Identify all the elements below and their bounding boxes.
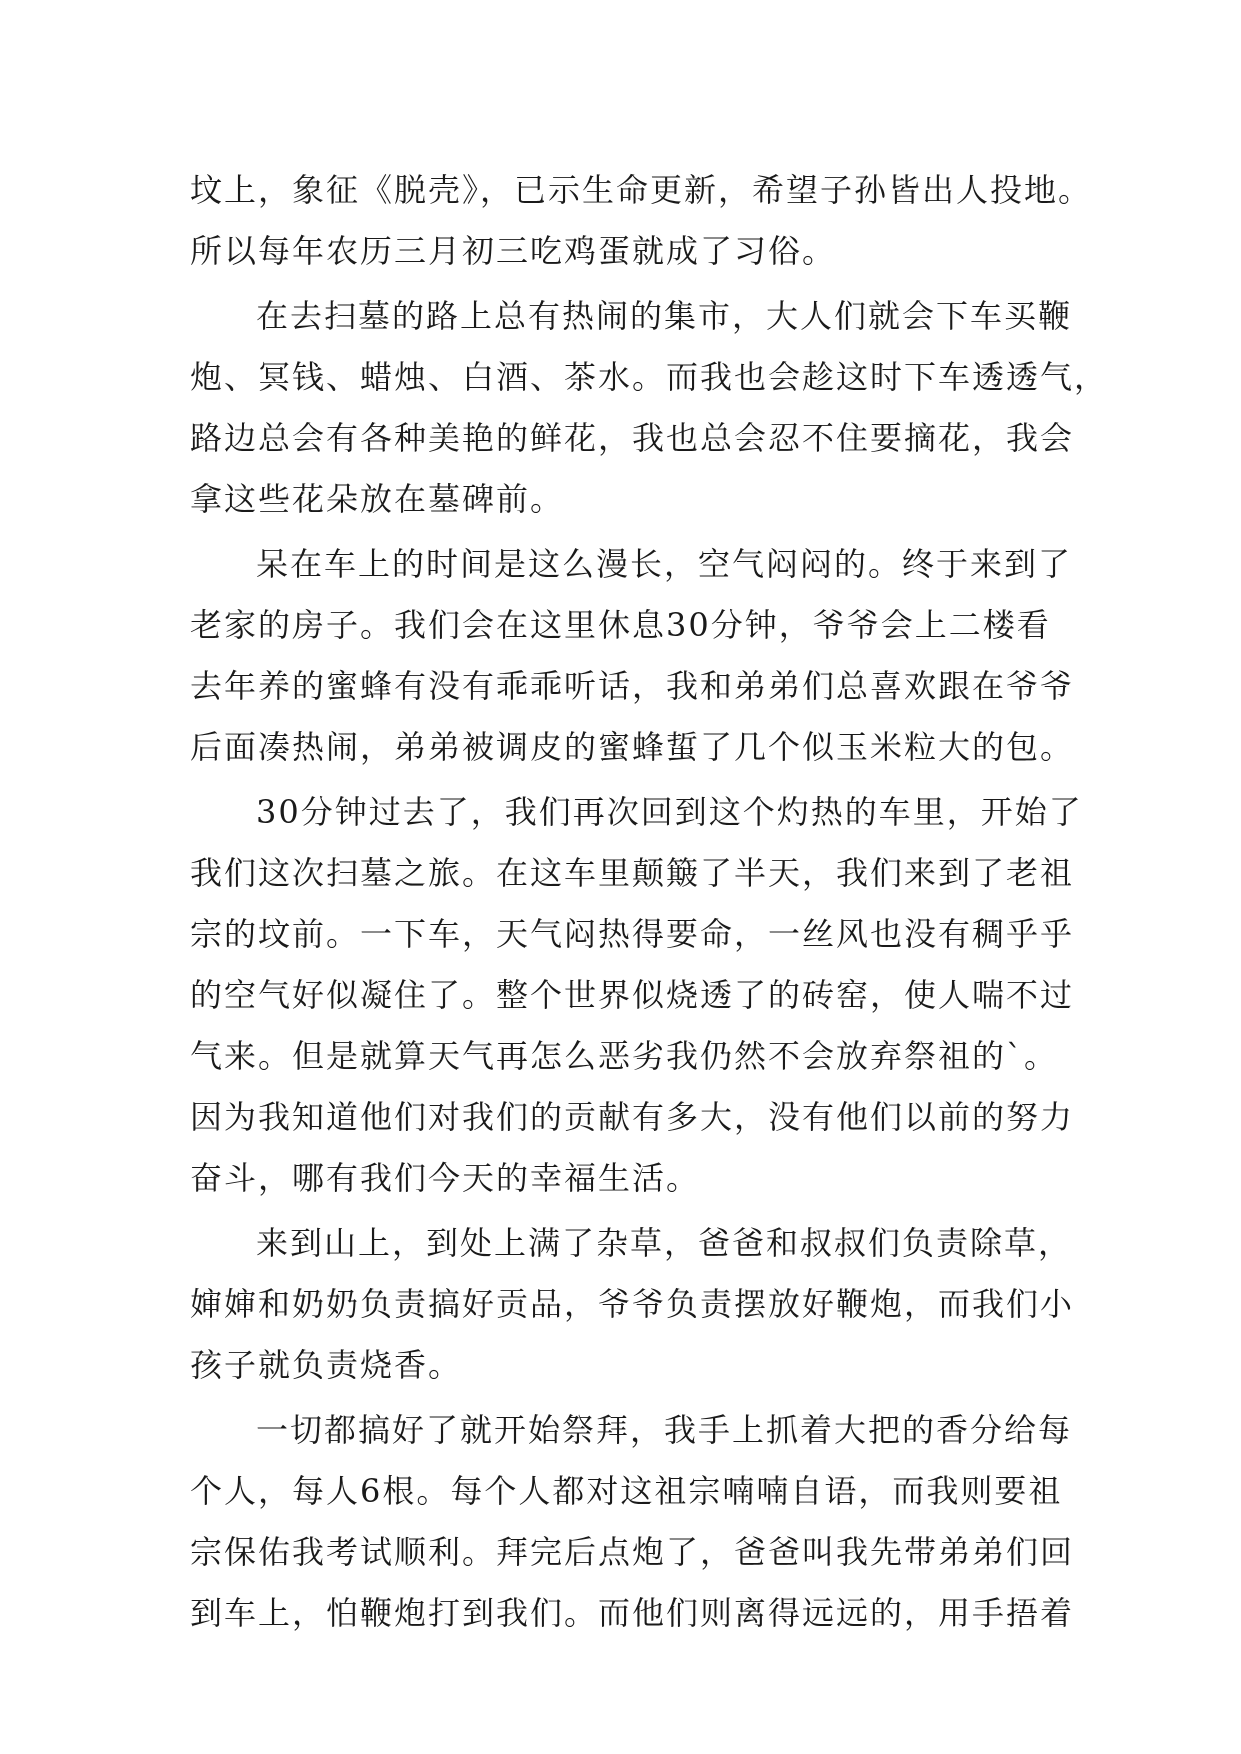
text-line: 呆在车上的时间是这么漫长，空气闷闷的。终于来到了	[256, 545, 1073, 583]
paragraph	[190, 534, 1075, 778]
text-line: 气来。但是就算天气再怎么恶劣我仍然不会放弃祭祖的`。	[190, 1037, 1059, 1075]
paragraph	[190, 286, 1109, 530]
text-line: 婶婶和奶奶负责搞好贡品，爷爷负责摆放好鞭炮，而我们小	[190, 1285, 1075, 1323]
paragraph	[190, 782, 1083, 1209]
text-line: 路边总会有各种美艳的鲜花，我也总会忍不住要摘花，我会	[190, 419, 1075, 457]
text-line: 来到山上，到处上满了杂草，爸爸和叔叔们负责除草，	[256, 1224, 1073, 1262]
text-line: 后面凑热闹，弟弟被调皮的蜜蜂蜇了几个似玉米粒大的包。	[190, 728, 1075, 766]
text-line: 老家的房子。我们会在这里休息30分钟，爷爷会上二楼看	[190, 606, 1051, 644]
paragraph	[190, 160, 1093, 282]
text-line: 30分钟过去了，我们再次回到这个灼热的车里，开始了	[256, 793, 1083, 831]
text-line: 拿这些花朵放在墓碑前。	[190, 480, 565, 518]
text-line: 因为我知道他们对我们的贡献有多大，没有他们以前的努力	[190, 1098, 1075, 1136]
text-line: 孩子就负责烧香。	[190, 1346, 463, 1384]
paragraph	[190, 1213, 1075, 1396]
text-line: 所以每年农历三月初三吃鸡蛋就成了习俗。	[190, 232, 837, 270]
document-body	[190, 160, 1109, 1644]
paragraph	[190, 1400, 1075, 1644]
text-line: 奋斗，哪有我们今天的幸福生活。	[190, 1159, 701, 1197]
text-line: 在去扫墓的路上总有热闹的集市，大人们就会下车买鞭	[256, 297, 1073, 335]
text-line: 一切都搞好了就开始祭拜，我手上抓着大把的香分给每	[256, 1411, 1073, 1449]
text-line: 宗的坟前。一下车，天气闷热得要命，一丝风也没有稠乎乎	[190, 915, 1075, 953]
text-line: 的空气好似凝住了。整个世界似烧透了的砖窑，使人喘不过	[190, 976, 1075, 1014]
text-line: 个人，每人6根。每个人都对这祖宗喃喃自语，而我则要祖	[190, 1472, 1063, 1510]
text-line: 去年养的蜜蜂有没有乖乖听话，我和弟弟们总喜欢跟在爷爷	[190, 667, 1075, 705]
text-line: 炮、冥钱、蜡烛、白酒、茶水。而我也会趁这时下车透透气，	[190, 358, 1109, 396]
text-line: 到车上，怕鞭炮打到我们。而他们则离得远远的，用手捂着	[190, 1594, 1075, 1632]
text-line: 我们这次扫墓之旅。在这车里颠簸了半天，我们来到了老祖	[190, 854, 1075, 892]
text-line: 宗保佑我考试顺利。拜完后点炮了，爸爸叫我先带弟弟们回	[190, 1533, 1075, 1571]
text-line: 坟上，象征《脱壳》，已示生命更新，希望子孙皆出人投地。	[190, 171, 1093, 209]
